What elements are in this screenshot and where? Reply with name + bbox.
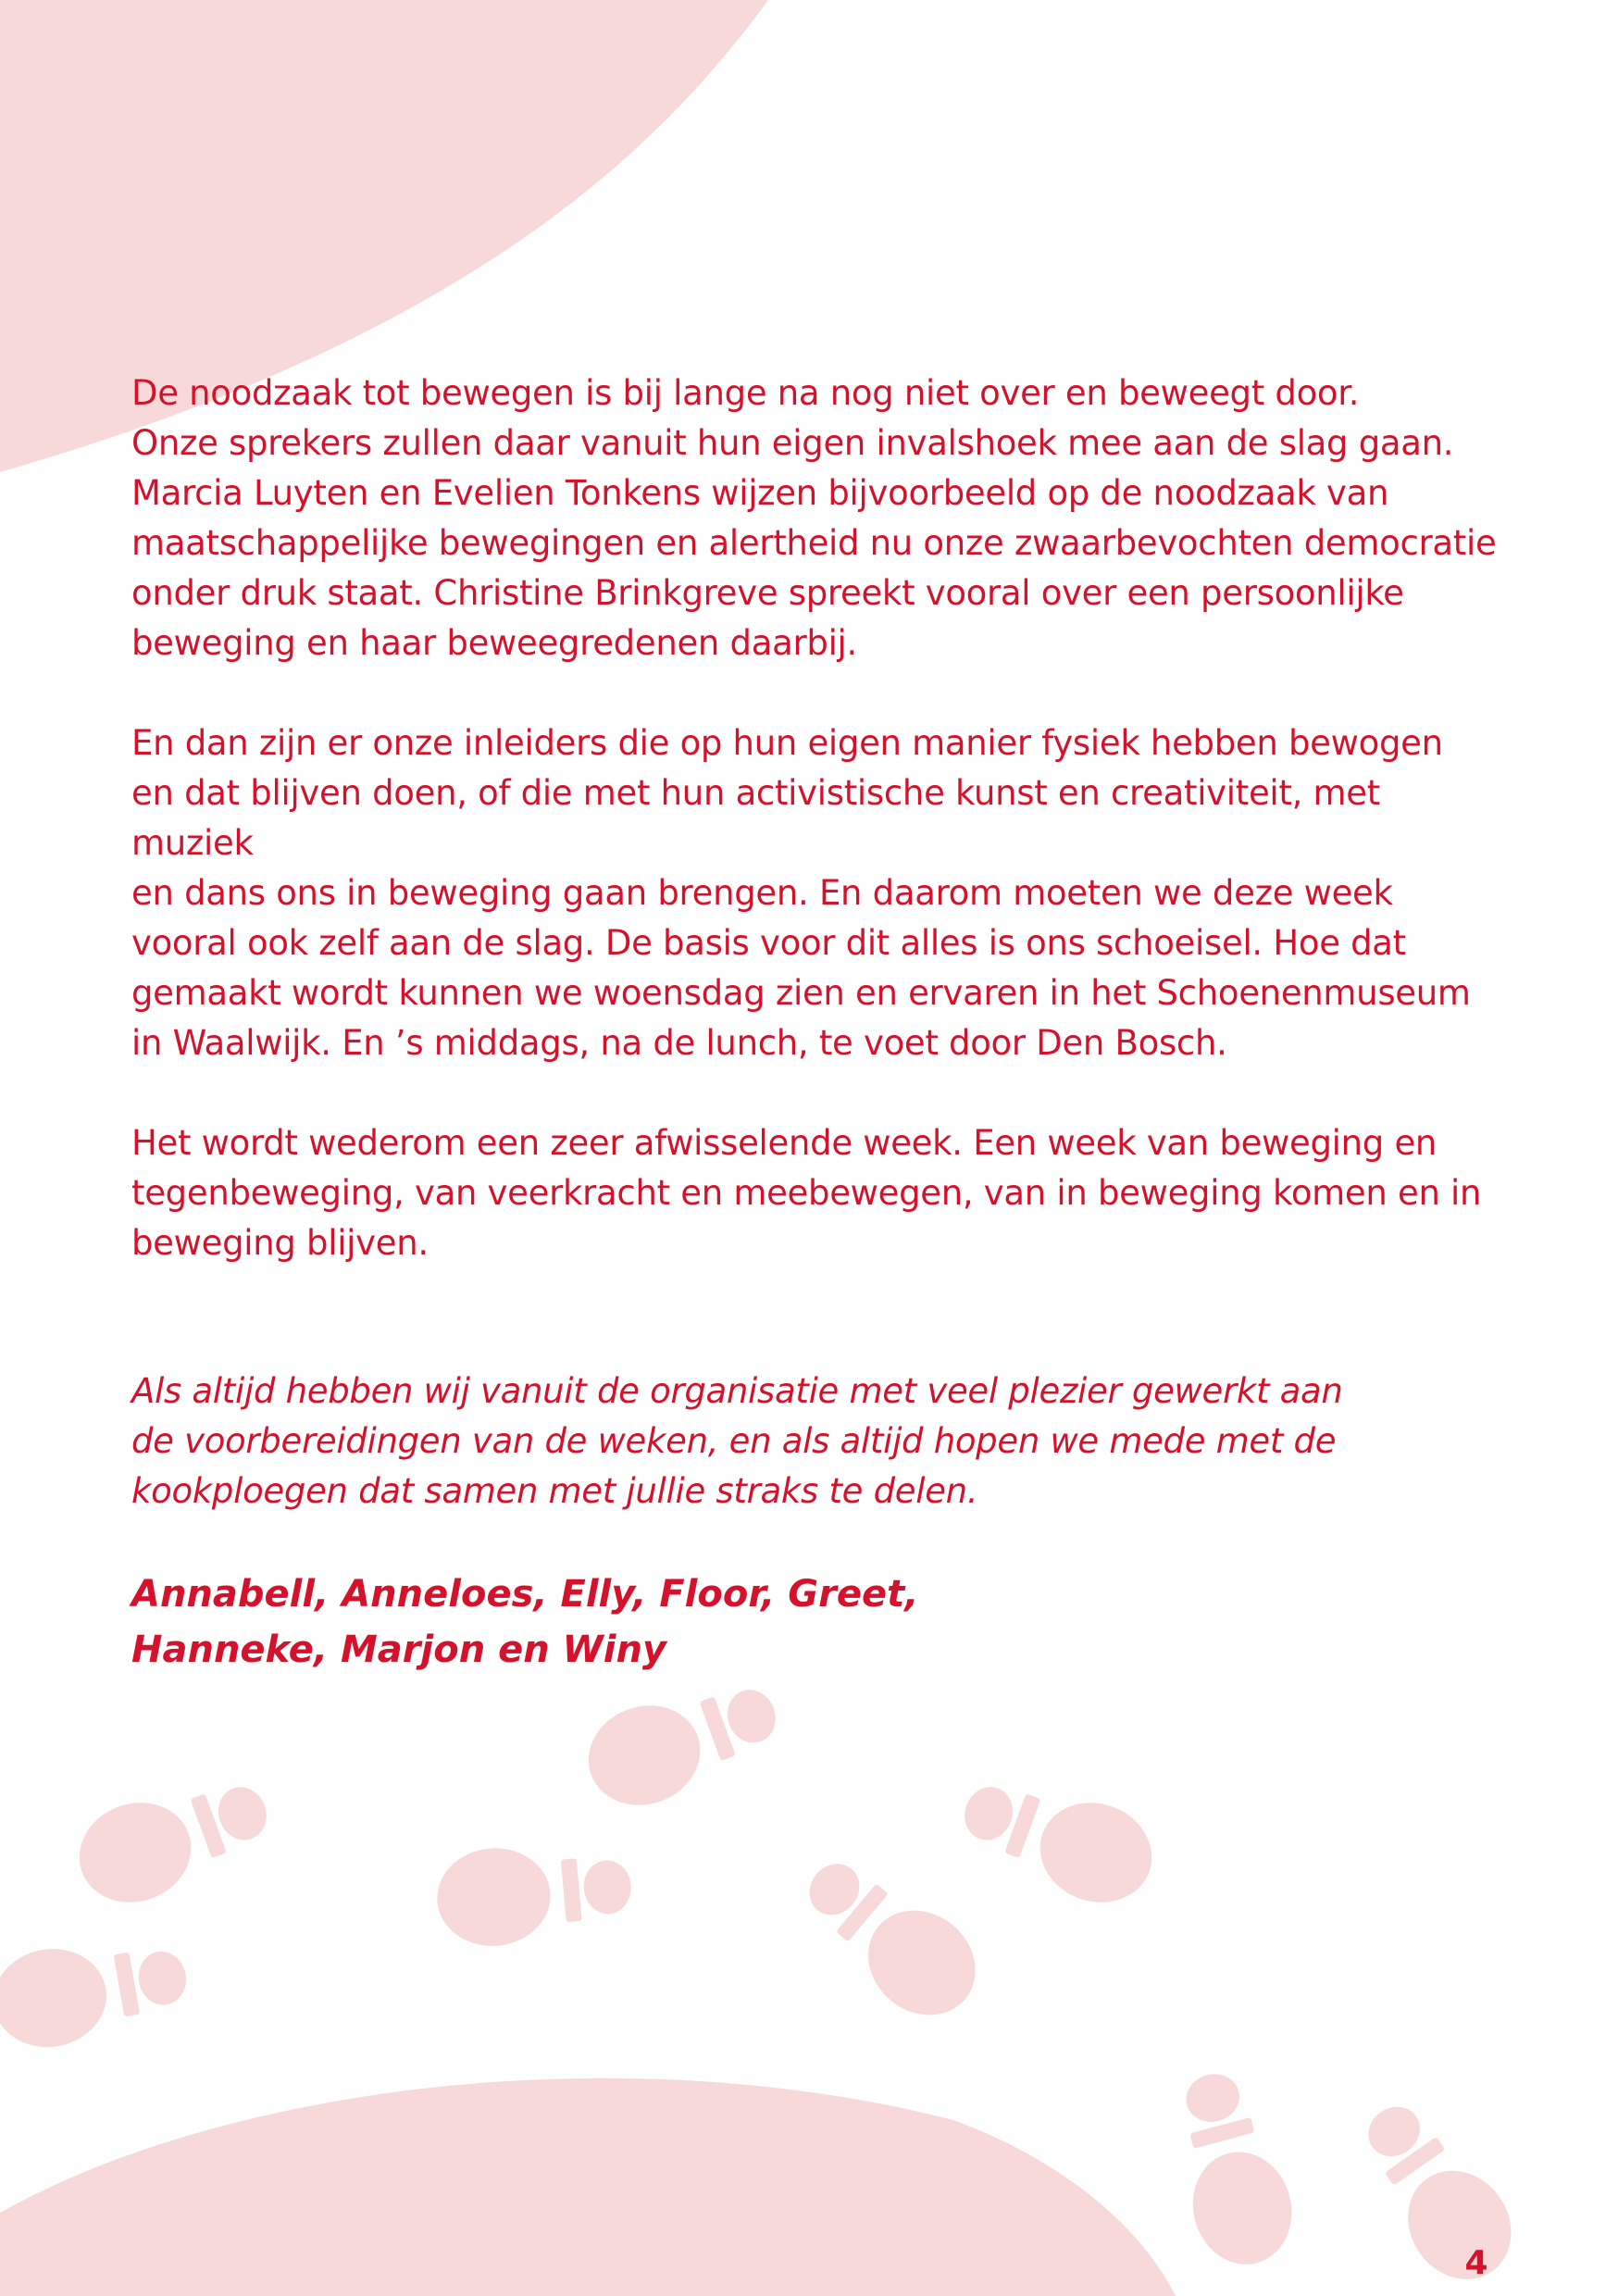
footprint-icon: [433, 1837, 635, 1951]
page-number: 4: [1464, 2244, 1488, 2282]
body-paragraph-1: De noodzaak tot bewegen is bij lange na nog niet over en beweegt door. Onze sprekers zullen daar vanuit hun eigen invalshoek mee aan de slag gaan. Marcia Luyten en Evelien Tonkens wijzen bijvoorbeeld op de noodzaak van maatschappelijke bewegingen en alertheid nu onze zwaarbevochten democratie onder druk staat. Christine Brinkgreve spreekt vooral over een persoonlijke beweging en haar beweegredenen daarbij.: [131, 373, 1497, 663]
footprint-icon: [66, 1760, 281, 1918]
body-paragraph-3: Het wordt wederom een zeer afwisselende week. Een week van beweging en tegenbeweging, van veerkracht en meebewegen, van in beweging komen en in beweging blijven.: [131, 1123, 1482, 1263]
footprint-icon: [950, 1760, 1165, 1918]
closing-note: Als altijd hebben wij vanuit de organisatie met veel plezier gewerkt aan de voorbereidingen van de weken, en als altijd hopen we mede met de kookploegen dat samen met jullie straks te delen.: [131, 1371, 1343, 1511]
article-body: [131, 368, 1501, 1678]
signature: Annabell, Anneloes, Elly, Floor, Greet, Hanneke, Marjon en Winy: [131, 1573, 919, 1671]
footprint-icon: [1160, 2063, 1304, 2276]
body-paragraph-2: En dan zijn er onze inleiders die op hun eigen manier fysiek hebben bewogen en dat blijven doen, of die met hun activistische kunst en creativiteit, met muziek en dans ons in beweging gaan brengen. En daarom moeten we deze week vooral ook zelf aan de slag. De basis voor dit alles is ons schoeisel. Hoe dat gemaakt wordt kunnen we woensdag zien en ervaren in het Schoenenmuseum in Waalwijk. En ’s middags, na de lunch, te voet door Den Bosch.: [131, 723, 1471, 1063]
footprint-icon: [785, 1837, 997, 2037]
footprint-icon: [575, 1663, 790, 1821]
bottom-blob: [0, 2078, 1176, 2296]
footprint-icon: [0, 1926, 194, 2055]
